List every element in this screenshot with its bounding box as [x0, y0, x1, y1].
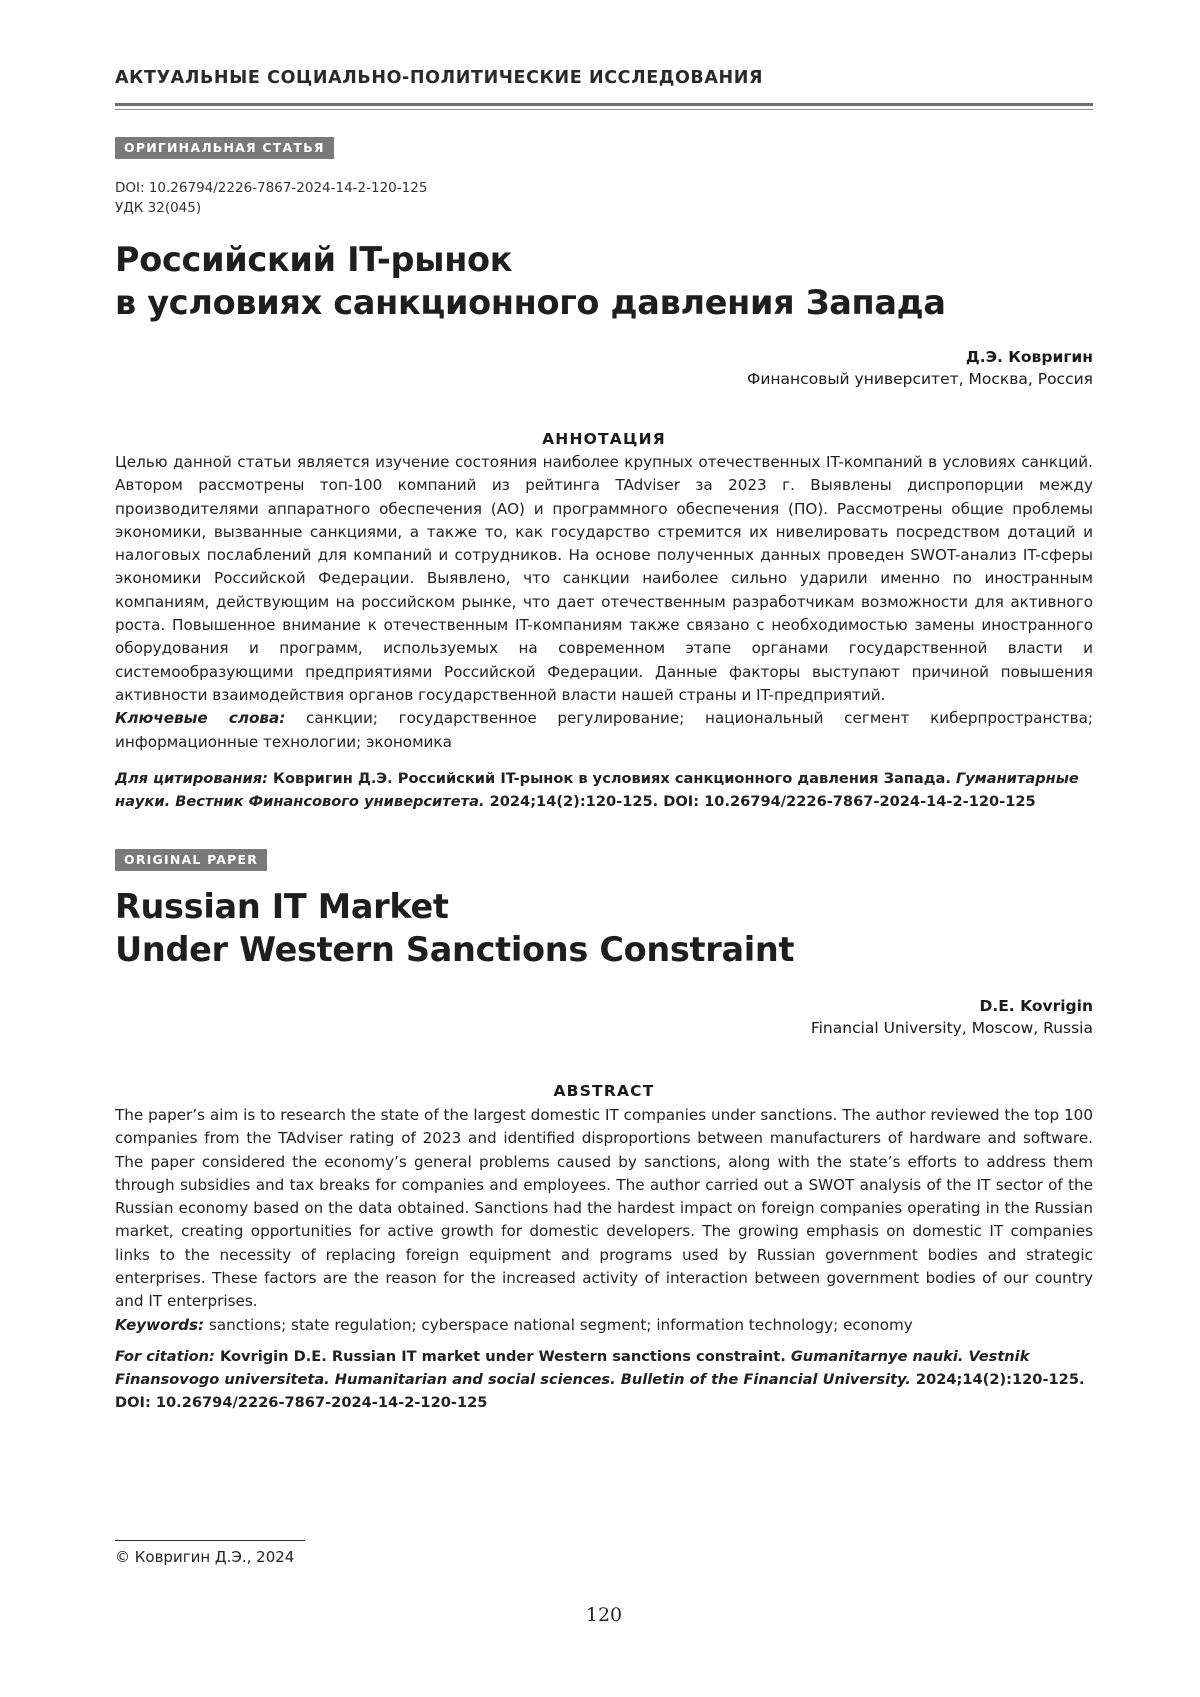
- abstract-text-ru: Целью данной статьи является изучение состояния наиболее крупных отечественных IT-компаний в условиях санкций. Автором рассмотрены топ-100 компаний из рейтинга TAdviser за 2023 г. Выявлены диспропорции между производителями аппаратного обеспечения (АО) и программного обеспечения (ПО). Рассмотрены общие проблемы экономики, вызванные санкциями, а также то, как государство стремится их нивелировать посредством дотаций и налоговых послаблений для компаний и сотрудников. На основе полученных данных проведен SWOT-анализ IT-сферы экономики Российской Федерации. Выявлено, что санкции наиболее сильно ударили именно по иностранным компаниям, действующим на российском рынке, что дает отечественным разработчикам возможности для активного роста. Повышенное внимание к отечественным IT-компаниям также связано с необходимостью замены иностранного оборудования и программ, используемых на современном этапе органами государственной власти и системообразующими предприятиями Российской Федерации. Данные факторы выступают причиной повышения активности взаимодействия органов государственной власти нашей страны и IT-предприятий.: [115, 453, 1093, 704]
- header-rule-thin: [115, 109, 1093, 110]
- title-en-line1: Russian IT Market: [115, 885, 1093, 928]
- abstract-ru: [115, 451, 1093, 754]
- author-affiliation-ru: Финансовый университет, Москва, Россия: [115, 370, 1093, 388]
- keywords-en: sanctions; state regulation; cyberspace national segment; information technology; economy: [204, 1316, 913, 1334]
- abstract-heading-ru: АННОТАЦИЯ: [115, 430, 1093, 448]
- citation-en: [115, 1345, 1093, 1414]
- title-ru-line2: в условиях санкционного давления Запада: [115, 281, 1093, 324]
- author-block-en: [115, 997, 1093, 1037]
- citation-label-ru: Для цитирования:: [115, 770, 268, 787]
- citation-journal-en: Gumanitarnye nauki. Vestnik Finansovogo universiteta. Humanitarian and social sciences. Bulletin of the Financial University.: [115, 1348, 1029, 1388]
- footnote-rule: [115, 1540, 305, 1541]
- article-type-badge-en: ORIGINAL PAPER: [115, 849, 267, 871]
- journal-header: АКТУАЛЬНЫЕ СОЦИАЛЬНО-ПОЛИТИЧЕСКИЕ ИССЛЕДОВАНИЯ: [115, 68, 763, 88]
- citation-tail-en: 2024;14(2):120-125. DOI: 10.26794/2226-7867-2024-14-2-120-125: [115, 1371, 1085, 1411]
- abstract-en: [115, 1104, 1093, 1337]
- article-type-badge-ru: ОРИГИНАЛЬНАЯ СТАТЬЯ: [115, 137, 334, 159]
- page-number: 120: [115, 1604, 1093, 1626]
- author-block-ru: [115, 348, 1093, 388]
- title-ru-line1: Российский IT-рынок: [115, 238, 1093, 281]
- title-en-line2: Under Western Sanctions Constraint: [115, 928, 1093, 971]
- header-rule: [115, 103, 1093, 106]
- keywords-label-en: Keywords:: [115, 1316, 204, 1334]
- author-name-en: D.E. Kovrigin: [115, 997, 1093, 1015]
- citation-journal-ru: Гуманитарные науки. Вестник Финансового университета.: [115, 770, 1079, 810]
- author-name-ru: Д.Э. Ковригин: [115, 348, 1093, 366]
- abstract-heading-en: ABSTRACT: [115, 1082, 1093, 1100]
- article-title-ru: [115, 238, 1093, 324]
- keywords-ru: санкции; государственное регулирование; национальный сегмент киберпространства; информационные технологии; экономика: [115, 709, 1093, 750]
- doi-line: DOI: 10.26794/2226-7867-2024-14-2-120-125: [115, 180, 427, 196]
- author-affiliation-en: Financial University, Moscow, Russia: [115, 1019, 1093, 1037]
- citation-main-ru: Ковригин Д.Э. Российский IT-рынок в условиях санкционного давления Запада.: [268, 770, 956, 787]
- abstract-text-en: The paper’s aim is to research the state of the largest domestic IT companies under sanctions. The author reviewed the top 100 companies from the TAdviser rating of 2023 and identified disproportions between manufacturers of hardware and software. The paper considered the economy’s general problems caused by sanctions, along with the state’s efforts to address them through subsidies and tax breaks for companies and employees. The author carried out a SWOT analysis of the IT sector of the Russian economy based on the data obtained. Sanctions had the hardest impact on foreign companies operating in the Russian market, creating opportunities for active growth for domestic developers. The growing emphasis on domestic IT companies links to the necessity of replacing foreign equipment and programs used by Russian government bodies and strategic enterprises. These factors are the reason for the increased activity of interaction between government bodies of our country and IT enterprises.: [115, 1106, 1093, 1310]
- copyright-notice: © Ковригин Д.Э., 2024: [115, 1548, 294, 1566]
- citation-tail-ru: 2024;14(2):120-125. DOI: 10.26794/2226-7867-2024-14-2-120-125: [485, 793, 1036, 810]
- udk-line: УДК 32(045): [115, 200, 201, 216]
- citation-ru: [115, 767, 1093, 813]
- article-title-en: [115, 885, 1093, 971]
- citation-label-en: For citation:: [115, 1348, 215, 1365]
- citation-main-en: Kovrigin D.E. Russian IT market under Western sanctions constraint.: [215, 1348, 791, 1365]
- keywords-label-ru: Ключевые слова:: [115, 709, 285, 727]
